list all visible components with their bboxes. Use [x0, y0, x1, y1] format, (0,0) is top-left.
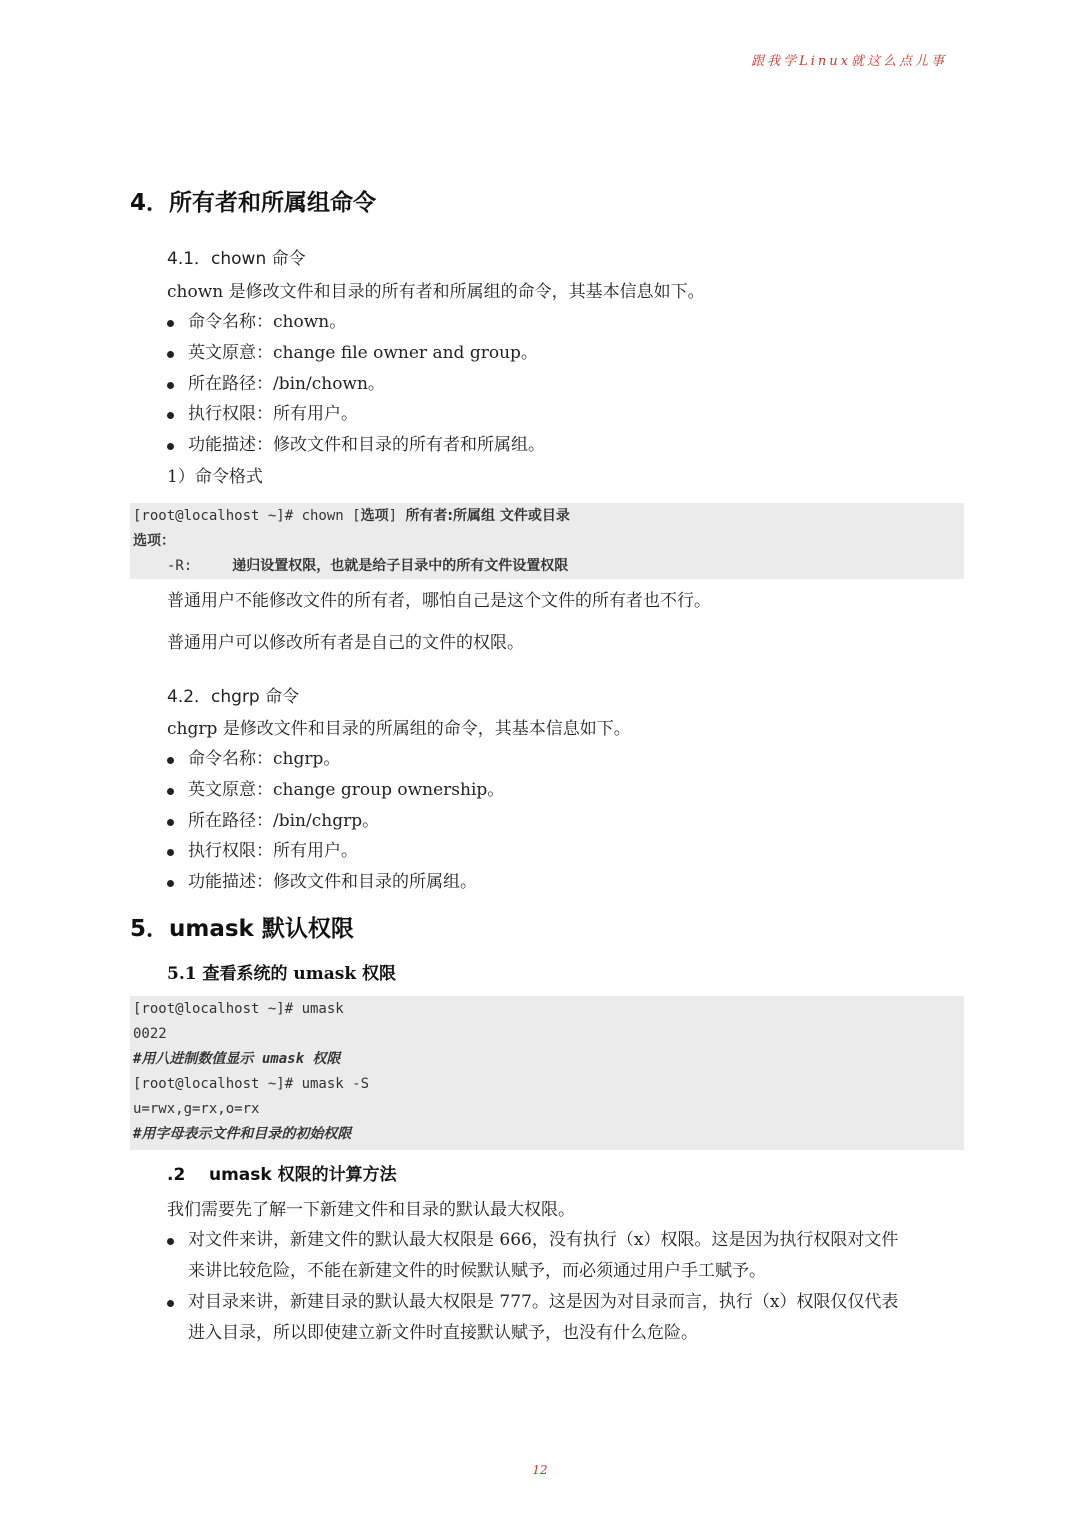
list-item: 对目录来讲，新建目录的默认最大权限是 777。这是因为对目录而言，执行（x）权限仅仅代表 进入目录，所以即使建立新文件时直接默认赋予，也没有什么危险。: [167, 1287, 964, 1349]
bullet-icon: [167, 880, 174, 887]
chown-note-1: 普通用户不能修改文件的所有者，哪怕自己是这个文件的所有者也不行。: [167, 591, 711, 611]
umask-calc-intro: 我们需要先了解一下新建文件和目录的默认最大权限。: [167, 1200, 575, 1220]
page-number: 12: [532, 1463, 548, 1477]
bullet-icon: [167, 351, 174, 358]
list-item: 所在路径：/bin/chgrp。: [167, 806, 964, 837]
list-item: 命令名称：chown。: [167, 307, 964, 338]
umask-calc-heading: .2 umask 权限的计算方法: [167, 1165, 397, 1185]
bullet-icon: [167, 443, 174, 450]
bullet-icon: [167, 1238, 174, 1245]
list-item: 英文原意：change file owner and group。: [167, 338, 964, 369]
list-item: 功能描述：修改文件和目录的所有者和所属组。: [167, 430, 964, 461]
bullet-icon: [167, 819, 174, 826]
list-item: 对文件来讲，新建文件的默认最大权限是 666，没有执行（x）权限。这是因为执行权限对文件 来讲比较危险，不能在新建文件的时候默认赋予，而必须通过用户手工赋予。: [167, 1225, 964, 1287]
chown-intro: chown 是修改文件和目录的所有者和所属组的命令，其基本信息如下。: [167, 282, 705, 302]
format-label: 1）命令格式: [167, 467, 263, 487]
section-5-title: 5．umask 默认权限: [130, 916, 354, 942]
bullet-icon: [167, 757, 174, 764]
list-item: 英文原意：change group ownership。: [167, 775, 964, 806]
bullet-icon: [167, 1300, 174, 1307]
list-item: 执行权限：所有用户。: [167, 836, 964, 867]
list-item: 命令名称：chgrp。: [167, 744, 964, 775]
list-item: 功能描述：修改文件和目录的所属组。: [167, 867, 964, 898]
chgrp-intro: chgrp 是修改文件和目录的所属组的命令，其基本信息如下。: [167, 719, 631, 739]
section-4-title: 4．所有者和所属组命令: [130, 190, 377, 216]
bullet-icon: [167, 412, 174, 419]
list-item: 执行权限：所有用户。: [167, 399, 964, 430]
chown-heading: 4.1．chown 命令: [167, 249, 306, 269]
chown-code-block: [130, 503, 964, 579]
code-comment: #用八进制数值显示 umask 权限: [133, 1051, 341, 1067]
bullet-icon: [167, 849, 174, 856]
code-line: [root@localhost ~]# chown [选项] 所有者:所属组 文件或目录: [133, 508, 570, 524]
code-line: 0022: [133, 1026, 167, 1042]
code-line: u=rwx,g=rx,o=rx: [133, 1101, 260, 1117]
umask-view-heading: 5.1 查看系统的 umask 权限: [167, 964, 397, 984]
umask-code-block: [130, 996, 964, 1150]
code-line: [root@localhost ~]# umask: [133, 1001, 344, 1017]
code-comment: #用字母表示文件和目录的初始权限: [133, 1126, 352, 1142]
bullet-icon: [167, 788, 174, 795]
chown-note-2: 普通用户可以修改所有者是自己的文件的权限。: [167, 633, 524, 653]
chgrp-heading: 4.2．chgrp 命令: [167, 687, 300, 707]
code-line: [root@localhost ~]# umask -S: [133, 1076, 370, 1092]
list-item: 所在路径：/bin/chown。: [167, 369, 964, 400]
running-header: 跟我学Linux就这么点儿事: [751, 54, 947, 69]
code-line: 选项：: [133, 533, 175, 549]
bullet-icon: [167, 382, 174, 389]
bullet-icon: [167, 320, 174, 327]
code-line: -R: 递归设置权限，也就是给子目录中的所有文件设置权限: [167, 558, 569, 574]
